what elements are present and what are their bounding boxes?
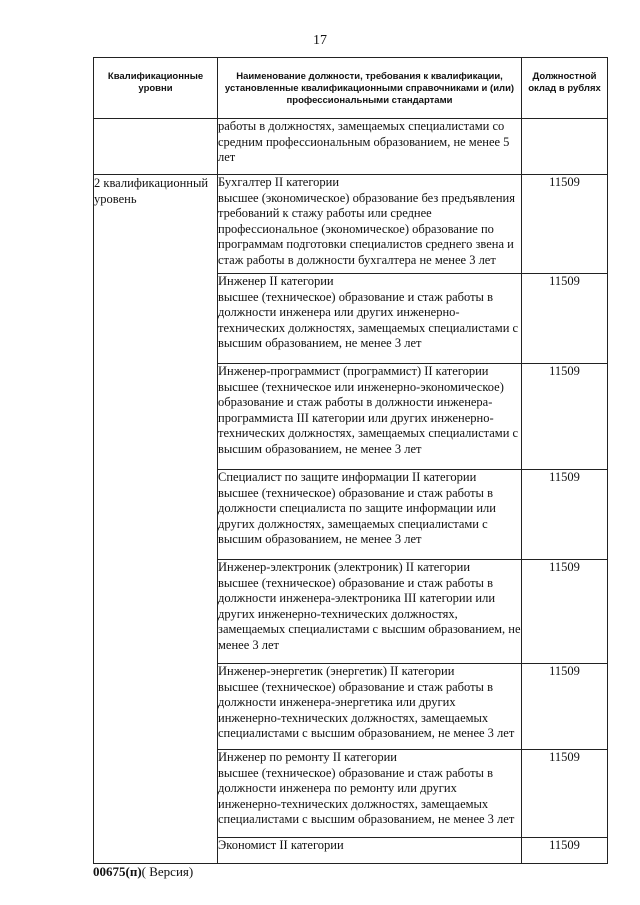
- empty-cell: [94, 119, 218, 175]
- position-requirements: высшее (техническое) образование и стаж работы в должности инженера или других инженерно-технических должностях, замещаемых специалистами с высшим образованием, не менее 3 лет: [218, 289, 519, 351]
- table-row: [94, 175, 608, 274]
- position-title: Инженер по ремонту II категории: [218, 750, 397, 764]
- position-requirements: высшее (техническое) образование и стаж работы в должности специалиста по защите информации или других должностях, замещаемых специалистами с высшим образованием, не менее 3 лет: [218, 485, 496, 547]
- position-cell: [218, 364, 522, 470]
- document-version: ( Версия): [141, 864, 194, 879]
- header-salary: Должностной оклад в рублях: [522, 58, 608, 119]
- position-cell: [218, 274, 522, 364]
- position-title: Инженер II категории: [218, 274, 334, 288]
- position-title: Инженер-электроник (электроник) II категории: [218, 560, 471, 574]
- qualification-table: [93, 57, 608, 864]
- position-requirements: высшее (техническое) образование и стаж работы в должности инженера-энергетика или других инженерно-технических должностях, замещаемых специалистами с высшим образованием, не менее 3 лет: [218, 679, 515, 741]
- document-code: 00675(п): [93, 864, 142, 879]
- salary-cell: 11509: [522, 364, 608, 470]
- position-cell: [218, 175, 522, 274]
- salary-cell: 11509: [522, 274, 608, 364]
- page-number: 17: [313, 33, 327, 48]
- empty-cell: [522, 119, 608, 175]
- table-header-row: [94, 58, 608, 119]
- salary-cell: 11509: [522, 750, 608, 838]
- position-title: Инженер-программист (программист) II категории: [218, 364, 489, 378]
- position-requirements: высшее (экономическое) образование без предъявления требований к стажу работы или среднее профессиональное (экономическое) образование по программам подготовки специалистов среднего звена и стаж работы в должности бухгалтера не менее 3 лет: [218, 190, 515, 267]
- continuation-row: [94, 119, 608, 175]
- position-cell: [218, 470, 522, 560]
- salary-cell: 11509: [522, 470, 608, 560]
- document-footer: [93, 864, 193, 880]
- position-cell: [218, 664, 522, 750]
- salary-cell: 11509: [522, 175, 608, 274]
- position-requirements: высшее (техническое) образование и стаж работы в должности инженера-электроника III категории или других инженерно-технических должностях, замещаемых специалистами с высшим образованием, не менее 3 лет: [218, 575, 521, 652]
- position-cell: [218, 750, 522, 838]
- salary-cell: 11509: [522, 838, 608, 864]
- position-title: Экономист II категории: [218, 838, 344, 852]
- position-requirements: высшее (техническое или инженерно-экономическое) образование и стаж работы в должности инженера-программиста III категории или других инженерно-технических должностях, замещаемых специалистами с высшим образованием, не менее 3 лет: [218, 379, 519, 456]
- continuation-text: работы в должностях, замещаемых специалистами со средним профессиональным образованием, не менее 5 лет: [218, 119, 522, 175]
- position-cell: [218, 560, 522, 664]
- salary-cell: 11509: [522, 664, 608, 750]
- position-title: Специалист по защите информации II категории: [218, 470, 477, 484]
- position-title: Инженер-энергетик (энергетик) II категории: [218, 664, 455, 678]
- salary-cell: 11509: [522, 560, 608, 664]
- position-requirements: высшее (техническое) образование и стаж работы в должности инженера по ремонту или других инженерно-технических должностях, замещаемых специалистами с высшим образованием, не менее 3 лет: [218, 765, 515, 827]
- position-title: Бухгалтер II категории: [218, 175, 340, 189]
- position-cell: [218, 838, 522, 864]
- qualification-level: 2 квалификационный уровень: [94, 175, 218, 864]
- header-position: Наименование должности, требования к квалификации, установленные квалификационными справочниками и (или) профессиональными стандартами: [218, 58, 522, 119]
- header-level: Квалификационные уровни: [94, 58, 218, 119]
